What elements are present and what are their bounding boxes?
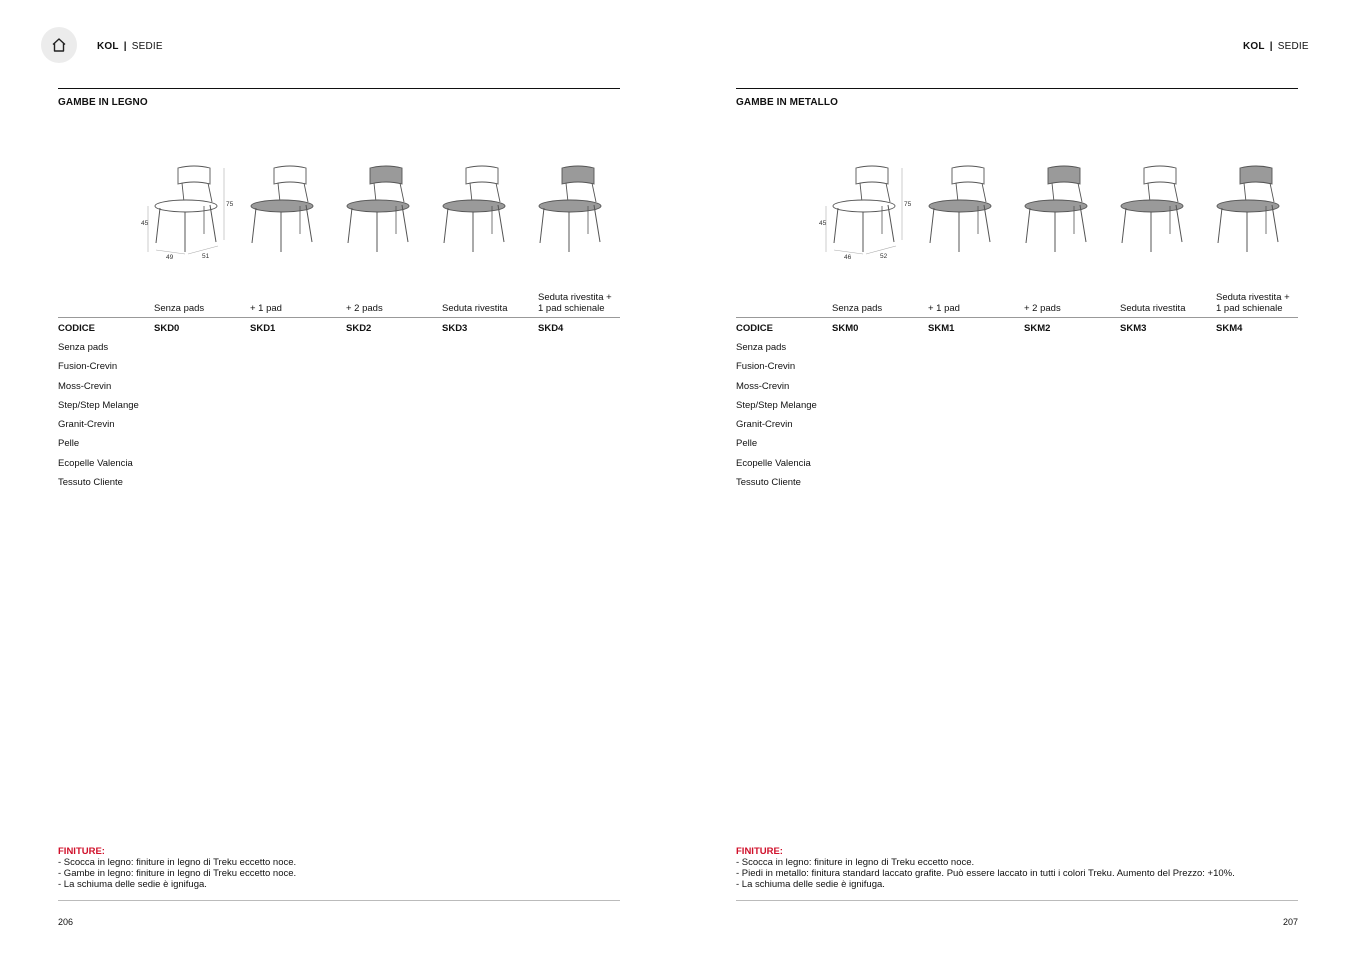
table-row: Senza pads — [736, 342, 787, 353]
table-row: Step/Step Melange — [736, 399, 817, 411]
product-code: SKD1 — [250, 323, 276, 334]
column-header-line2: + 2 pads — [1024, 303, 1061, 314]
chair-illustrations — [58, 150, 620, 270]
finiture-note: - La schiuma delle sedie è ignifuga. — [736, 879, 885, 890]
table-row: Ecopelle Valencia — [58, 457, 133, 469]
finiture-title: FINITURE: — [736, 846, 783, 857]
brand-category: SEDIE — [1277, 41, 1309, 52]
finiture-title: FINITURE: — [58, 846, 105, 857]
chair-drawings — [58, 150, 620, 270]
column-header — [250, 303, 282, 314]
column-header-line2: + 2 pads — [346, 303, 383, 314]
chair-drawing — [819, 166, 912, 261]
column-header-line1: Seduta rivestita + — [538, 292, 612, 303]
table-row: Fusion-Crevin — [58, 361, 118, 373]
brand-name: KOL — [97, 41, 119, 52]
product-code: SKM0 — [832, 323, 859, 334]
column-header — [154, 303, 204, 314]
product-code: SKD2 — [346, 323, 372, 334]
right-page — [736, 0, 1298, 959]
dimension-depth: 52 — [880, 253, 888, 260]
column-header — [1024, 303, 1061, 314]
column-header — [538, 292, 612, 314]
product-code: SKM3 — [1120, 323, 1147, 334]
code-row — [736, 323, 1298, 337]
page-number: 206 — [58, 917, 74, 927]
finiture-list — [58, 857, 296, 890]
column-header — [1120, 303, 1185, 314]
top-rule — [736, 88, 1298, 89]
bottom-rule — [58, 900, 620, 901]
brand-separator: | — [123, 41, 127, 52]
column-header-line2: 1 pad schienale — [1216, 303, 1283, 314]
dimension-height: 75 — [226, 201, 234, 208]
chair-drawing — [443, 166, 505, 252]
column-header-line2: + 1 pad — [250, 303, 282, 314]
product-code: SKD4 — [538, 323, 564, 334]
finiture-note: - Scocca in legno: finiture in legno di Treku eccetto noce. — [58, 857, 297, 868]
table-row: Ecopelle Valencia — [736, 457, 811, 469]
section-title: GAMBE IN METALLO — [736, 97, 838, 108]
header-rule — [736, 317, 1298, 318]
dimension-width: 46 — [844, 254, 852, 261]
dimension-seat: 45 — [819, 220, 827, 227]
dimension-width: 49 — [166, 254, 174, 261]
column-header-line2: Seduta rivestita — [442, 303, 508, 314]
brand-name: KOL — [1243, 41, 1265, 52]
column-header-line2: + 1 pad — [928, 303, 960, 314]
chair-drawings — [736, 150, 1298, 270]
brand-category: SEDIE — [131, 41, 163, 52]
header-rule — [58, 317, 620, 318]
finiture-note: - Gambe in legno: finiture in legno di Treku eccetto noce. — [58, 868, 297, 879]
table-row: Moss-Crevin — [58, 380, 112, 392]
dimension-depth: 51 — [202, 253, 210, 260]
left-page — [58, 0, 620, 959]
chair-illustrations — [736, 150, 1298, 270]
code-label: CODICE — [58, 323, 95, 334]
chair-drawing — [1121, 166, 1183, 252]
chair-drawing — [347, 166, 409, 252]
column-header-line1: Seduta rivestita + — [1216, 292, 1290, 303]
finiture-list — [736, 857, 1235, 890]
finish-rows — [58, 342, 139, 496]
top-rule — [58, 88, 620, 89]
dimension-height: 75 — [904, 201, 912, 208]
chair-drawing — [251, 166, 313, 252]
chair-drawing — [1217, 166, 1279, 252]
table-row: Tessuto Cliente — [58, 477, 123, 489]
product-code: SKD0 — [154, 323, 180, 334]
finish-rows — [736, 342, 817, 496]
table-header — [58, 290, 620, 314]
chair-drawing — [141, 166, 234, 261]
column-header — [1216, 292, 1290, 314]
section-title: GAMBE IN LEGNO — [58, 97, 148, 108]
column-header — [928, 303, 960, 314]
code-table — [736, 290, 1298, 489]
finiture-note: - Piedi in metallo: finitura standard laccato grafite. Può essere laccato in tutti i colori Treku. Aumento del Prezzo: +10%. — [736, 868, 1235, 879]
table-row: Pelle — [58, 438, 80, 450]
code-table — [58, 290, 620, 489]
column-header — [832, 303, 882, 314]
table-row: Granit-Crevin — [736, 419, 793, 431]
table-row: Pelle — [736, 438, 758, 450]
column-header — [442, 303, 507, 314]
dimension-seat: 45 — [141, 220, 149, 227]
table-row: Granit-Crevin — [58, 419, 115, 431]
table-row: Senza pads — [58, 342, 109, 353]
chair-drawing — [539, 166, 601, 252]
table-row: Tessuto Cliente — [736, 477, 801, 489]
finiture-note: - La schiuma delle sedie è ignifuga. — [58, 879, 207, 890]
product-code: SKM1 — [928, 323, 955, 334]
column-header-line2: Senza pads — [154, 303, 205, 314]
table-header — [736, 290, 1298, 314]
code-row — [58, 323, 620, 337]
table-row: Step/Step Melange — [58, 399, 139, 411]
brand-separator: | — [1269, 41, 1273, 52]
bottom-rule — [736, 900, 1298, 901]
product-code: SKM2 — [1024, 323, 1051, 334]
product-code: SKD3 — [442, 323, 468, 334]
chair-drawing — [929, 166, 991, 252]
code-label: CODICE — [736, 323, 773, 334]
table-row: Fusion-Crevin — [736, 361, 796, 373]
table-row: Moss-Crevin — [736, 380, 790, 392]
product-code: SKM4 — [1216, 323, 1243, 334]
chair-drawing — [1025, 166, 1087, 252]
column-header — [346, 303, 383, 314]
column-header-line2: 1 pad schienale — [538, 303, 605, 314]
column-header-line2: Seduta rivestita — [1120, 303, 1186, 314]
column-header-line2: Senza pads — [832, 303, 883, 314]
page-number: 207 — [1282, 917, 1298, 927]
finiture-note: - Scocca in legno: finiture in legno di Treku eccetto noce. — [736, 857, 975, 868]
